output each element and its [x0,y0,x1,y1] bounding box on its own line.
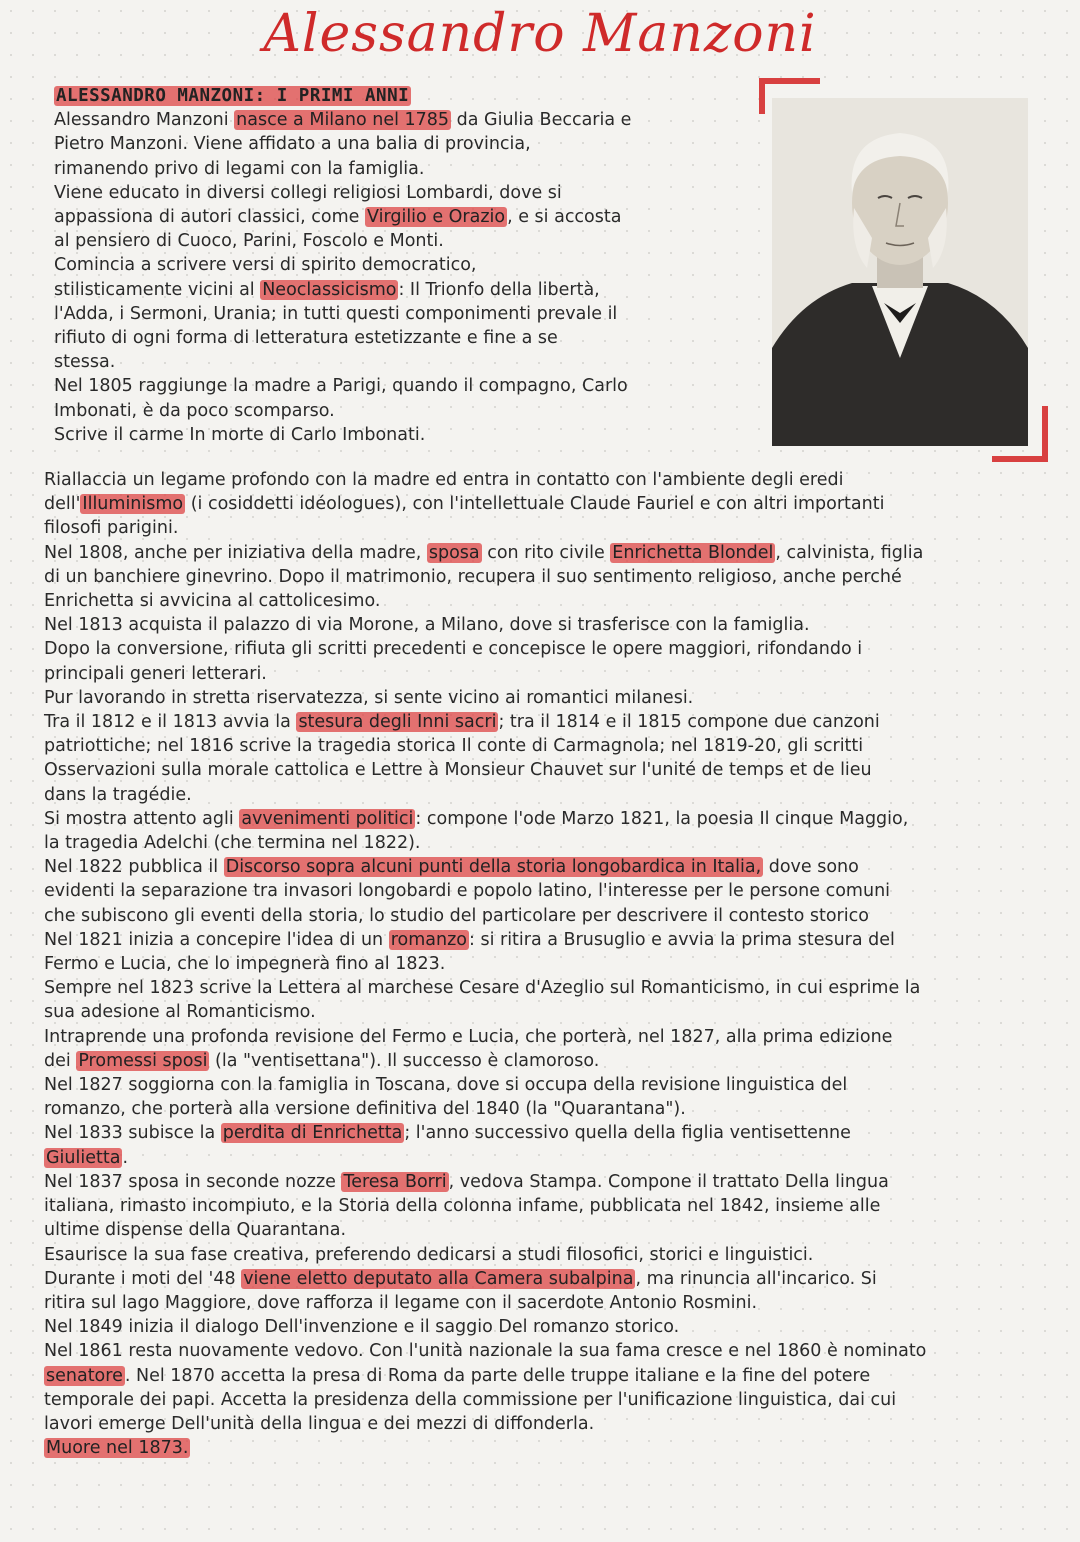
text-line: rimanendo privo di legami con la famiglia. [54,158,425,179]
text-line: Imbonati, è da poco scomparso. [54,400,335,421]
text-line [44,1436,1054,1460]
highlight: Muore nel 1873. [46,1438,189,1459]
text-line: Fermo e Lucia, che lo impegnerà fino al 1823. [44,954,446,975]
text-line: di un banchiere ginevrino. Dopo il matrimonio, recupera il suo sentimento religioso, anche perché [44,566,902,587]
text-line: lavori emerge Dell'unità della lingua e dei mezzi di diffonderla. [44,1413,595,1434]
text-line: che subiscono gli eventi della storia, lo studio del particolare per descrivere il contesto storico [44,905,869,926]
text-line: principali generi letterari. [44,663,267,684]
text-line: Durante i moti del '48 viene eletto deputato alla Camera subalpina , ma rinuncia all'incarico. Si [44,1268,877,1289]
text-line: Viene educato in diversi collegi religiosi Lombardi, dove si [54,182,562,203]
text-line: Nel 1821 inizia a concepire l'idea di un romanzo : si ritira a Brusuglio e avvia la prima stesura del [44,929,895,950]
text-line: Giulietta . [46,1147,129,1168]
text-line: dell' Illuminismo (i cosiddetti idéologues), con l'intellettuale Claude Fauriel e con altri importanti [44,494,885,515]
text-line: Nel 1861 resta nuovamente vedovo. Con l'unità nazionale la sua fama cresce e nel 1860 è nominato [44,1341,927,1362]
text-line: Nel 1833 subisce la perdita di Enrichetta ; l'anno successivo quella della figlia ventisettenne [44,1123,851,1144]
text-line: Riallaccia un legame profondo con la madre ed entra in contatto con l'ambiente degli eredi [44,470,844,490]
text-line: stessa. [54,352,116,373]
text-line: ritira sul lago Maggiore, dove rafforza il legame con il sacerdote Antonio Rosmini. [44,1292,758,1313]
highlight: avvenimenti politici [241,808,414,829]
highlight: Neoclassicismo [262,279,397,300]
highlight: senatore [46,1365,123,1386]
text-line: filosofi parigini. [44,518,179,539]
highlight: nasce a Milano nel 1785 [236,110,450,131]
text-line: temporale dei papi. Accetta la presidenza della commissione per l'unificazione linguistica, dai cui [44,1389,897,1410]
text-line: l'Adda, i Sermoni, Urania; in tutti questi componimenti prevale il [54,303,618,324]
text-line: dei Promessi sposi (la "ventisettana"). Il successo è clamoroso. [44,1050,600,1071]
highlight: stesura degli Inni sacri [298,712,497,733]
text-line: Alessandro Manzoni nasce a Milano nel 1785 da Giulia Beccaria e [54,110,632,131]
text-line: Si mostra attento agli avvenimenti politici : compone l'ode Marzo 1821, la poesia Il cinque Maggio, [44,808,909,829]
text-line: la tragedia Adelchi (che termina nel 1822). [44,833,421,854]
text-line: Enrichetta si avvicina al cattolicesimo. [44,591,381,612]
text-line: senatore . Nel 1870 accetta la presa di Roma da parte delle truppe italiane e la fine del potere [46,1365,871,1386]
text-line: Nel 1813 acquista il palazzo di via Morone, a Milano, dove si trasferisce con la famiglia. [44,615,810,636]
text-line: Esaurisce la sua fase creativa, preferendo dedicarsi a studi filosofici, storici e linguistici. [44,1244,814,1265]
text-line: Nel 1805 raggiunge la madre a Parigi, quando il compagno, Carlo [54,376,628,397]
text-line: Nel 1808, anche per iniziativa della madre, sposa con rito civile Enrichetta Blondel , calvinista, figlia [44,542,924,563]
text-line: Nel 1827 soggiorna con la famiglia in Toscana, dove si occupa della revisione linguistica del [44,1075,848,1096]
highlight: Virgilio e Orazio [367,207,506,228]
text-line: Sempre nel 1823 scrive la Lettera al marchese Cesare d'Azeglio sul Romanticismo, in cui esprime la [44,978,921,999]
text-line: sua adesione al Romanticismo. [44,1002,316,1023]
text-line: Scrive il carme In morte di Carlo Imbonati. [54,424,426,445]
text-line: Dopo la conversione, rifiuta gli scritti precedenti e concepisce le opere maggiori, rifondando i [44,639,863,660]
text-line: italiana, rimasto incompiuto, e la Storia della colonna infame, pubblicata nel 1842, insieme alle [44,1196,881,1217]
text-line: Comincia a scrivere versi di spirito democratico, [54,255,477,276]
highlight: Discorso sopra alcuni punti della storia longobardica in Italia, [225,857,762,878]
section-heading: ALESSANDRO MANZONI: I PRIMI ANNI [56,86,410,106]
text-line: Nel 1822 pubblica il Discorso sopra alcuni punti della storia longobardica in Italia, dove sono [44,857,859,878]
text-line: appassiona di autori classici, come Virgilio e Orazio , e si accosta [54,207,622,228]
text-line: evidenti la separazione tra invasori longobardi e popolo latino, l'interesse per le persone comuni [44,881,891,902]
highlight: Illuminismo [82,494,184,515]
highlight: Giulietta [46,1147,121,1168]
text-line: Pur lavorando in stretta riservatezza, si sente vicino ai romantici milanesi. [44,687,694,708]
text-line: Tra il 1812 e il 1813 avvia la stesura degli Inni sacri ; tra il 1814 e il 1815 compone due canzoni [44,712,880,733]
highlight: Teresa Borri [343,1171,447,1192]
highlight: Enrichetta Blondel [612,542,774,563]
frame-corner-bottom-right [992,406,1048,462]
text-line: Nel 1837 sposa in seconde nozze Teresa Borri , vedova Stampa. Compone il trattato Della lingua [44,1171,889,1192]
text-line: ultime dispense della Quarantana. [44,1220,347,1241]
highlight: sposa [428,542,480,563]
text-line: Intraprende una profonda revisione del Fermo e Lucia, che porterà, nel 1827, alla prima edizione [44,1026,893,1047]
text-line: Osservazioni sulla morale cattolica e Lettre à Monsieur Chauvet sur l'unité de temps et de lieu [44,760,872,781]
text-line: rifiuto di ogni forma di letteratura estetizzante e fine a se [54,328,558,349]
text-line: Nel 1849 inizia il dialogo Dell'invenzione e il saggio Del romanzo storico. [44,1317,680,1338]
text-line: Pietro Manzoni. Viene affidato a una balia di provincia, [54,134,531,155]
highlight: perdita di Enrichetta [222,1123,403,1144]
text-line: dans la tragédie. [44,784,192,805]
text-line: al pensiero di Cuoco, Parini, Foscolo e Monti. [54,231,444,252]
text-line: romanzo, che porterà alla versione definitiva del 1840 (la "Quarantana"). [44,1099,686,1120]
page-title: Alessandro Manzoni [263,4,817,64]
section-early-years [54,84,744,447]
highlight: Promessi sposi [78,1050,208,1071]
text-line: stilisticamente vicini al Neoclassicismo : Il Trionfo della libertà, [54,279,600,300]
highlight: viene eletto deputato alla Camera subalpina [243,1268,634,1289]
portrait-frame [772,98,1028,446]
section-main-biography [44,468,1054,1460]
text-line: patriottiche; nel 1816 scrive la tragedia storica Il conte di Carmagnola; nel 1819-20, gli scritti [44,736,864,757]
engraved-portrait-icon [772,98,1028,446]
highlight: romanzo [390,929,467,950]
